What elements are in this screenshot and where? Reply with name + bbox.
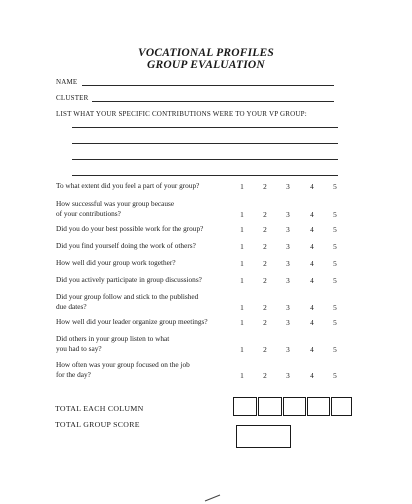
contribution-line[interactable]: [72, 159, 338, 160]
rating-option[interactable]: 3: [286, 370, 290, 380]
contributions-label: LIST WHAT YOUR SPECIFIC CONTRIBUTIONS WERE TO YOUR VP GROUP:: [56, 110, 307, 118]
rating-option[interactable]: 4: [310, 318, 314, 327]
rating-option[interactable]: 5: [333, 242, 337, 251]
question-line: How well did your leader organize group meetings?: [56, 317, 208, 326]
question-line: To what extent did you feel a part of your group?: [56, 181, 200, 190]
rating-option[interactable]: 1: [240, 209, 244, 219]
cluster-line[interactable]: [92, 101, 334, 102]
rating-option[interactable]: 5: [333, 318, 337, 327]
rating-option[interactable]: 3: [286, 209, 290, 219]
rating-option[interactable]: 4: [310, 242, 314, 251]
question-line: Did you do your best possible work for the group?: [56, 224, 204, 233]
rating-option[interactable]: 4: [310, 182, 314, 191]
rating-option[interactable]: 2: [263, 302, 267, 312]
rating-option[interactable]: 5: [333, 259, 337, 268]
rating-option[interactable]: 5: [333, 209, 337, 219]
question-line: due dates?: [56, 301, 87, 311]
rating-option[interactable]: 2: [263, 242, 267, 251]
rating-option[interactable]: 2: [263, 209, 267, 219]
question-text: [56, 224, 238, 234]
rating-option[interactable]: 2: [263, 344, 267, 354]
name-label: NAME: [56, 78, 78, 86]
question-line: you had to say?: [56, 343, 102, 353]
rating-option[interactable]: 1: [240, 276, 244, 285]
rating-option[interactable]: 5: [333, 276, 337, 285]
question-line: Did you find yourself doing the work of others?: [56, 241, 196, 250]
contribution-line[interactable]: [72, 127, 338, 128]
question-text: [56, 241, 238, 251]
rating-option[interactable]: 1: [240, 318, 244, 327]
question-text: [56, 360, 238, 379]
question-text: [56, 275, 238, 285]
rating-option[interactable]: 2: [263, 225, 267, 234]
question-line: Did you actively participate in group discussions?: [56, 275, 202, 284]
rating-option[interactable]: 5: [333, 344, 337, 354]
total-each-column-label: TOTAL EACH COLUMN: [55, 404, 144, 413]
rating-option[interactable]: 3: [286, 318, 290, 327]
name-line[interactable]: [82, 85, 334, 86]
rating-option[interactable]: 4: [310, 225, 314, 234]
rating-option[interactable]: 1: [240, 344, 244, 354]
rating-option[interactable]: 2: [263, 318, 267, 327]
rating-option[interactable]: 2: [263, 276, 267, 285]
pen-mark-icon: [204, 494, 222, 502]
rating-option[interactable]: 1: [240, 259, 244, 268]
rating-option[interactable]: 1: [240, 370, 244, 380]
question-line: How successful was your group because: [56, 199, 175, 208]
question-text: [56, 181, 238, 191]
form-title-line-1: VOCATIONAL PROFILES: [138, 47, 274, 59]
question-text: [56, 292, 238, 311]
question-text: [56, 317, 238, 327]
rating-option[interactable]: 2: [263, 259, 267, 268]
rating-option[interactable]: 3: [286, 344, 290, 354]
column-total-box[interactable]: [307, 397, 330, 416]
rating-option[interactable]: 5: [333, 302, 337, 312]
rating-option[interactable]: 5: [333, 225, 337, 234]
rating-option[interactable]: 4: [310, 370, 314, 380]
rating-option[interactable]: 3: [286, 182, 290, 191]
rating-option[interactable]: 3: [286, 242, 290, 251]
column-total-box[interactable]: [233, 397, 257, 416]
rating-option[interactable]: 1: [240, 302, 244, 312]
question-text: [56, 258, 238, 268]
question-text: [56, 334, 238, 353]
rating-option[interactable]: 4: [310, 259, 314, 268]
question-line: How well did your group work together?: [56, 258, 176, 267]
rating-option[interactable]: 2: [263, 370, 267, 380]
column-total-box[interactable]: [283, 397, 306, 416]
contribution-line[interactable]: [72, 175, 338, 176]
rating-option[interactable]: 1: [240, 225, 244, 234]
rating-option[interactable]: 1: [240, 242, 244, 251]
question-line: How often was your group focused on the job: [56, 360, 190, 369]
rating-option[interactable]: 3: [286, 225, 290, 234]
question-line: Did others in your group listen to what: [56, 334, 170, 343]
rating-option[interactable]: 5: [333, 182, 337, 191]
rating-option[interactable]: 2: [263, 182, 267, 191]
question-line: of your contributions?: [56, 208, 121, 218]
cluster-label: CLUSTER: [56, 94, 89, 102]
contribution-line[interactable]: [72, 143, 338, 144]
rating-option[interactable]: 4: [310, 209, 314, 219]
rating-option[interactable]: 3: [286, 259, 290, 268]
rating-option[interactable]: 3: [286, 302, 290, 312]
rating-option[interactable]: 4: [310, 302, 314, 312]
column-total-box[interactable]: [258, 397, 282, 416]
group-score-box[interactable]: [236, 425, 291, 448]
total-group-score-label: TOTAL GROUP SCORE: [55, 420, 140, 429]
rating-option[interactable]: 4: [310, 276, 314, 285]
rating-option[interactable]: 5: [333, 370, 337, 380]
column-total-box[interactable]: [331, 397, 352, 416]
question-line: for the day?: [56, 369, 91, 379]
question-line: Did your group follow and stick to the published: [56, 292, 199, 301]
rating-option[interactable]: 4: [310, 344, 314, 354]
rating-option[interactable]: 1: [240, 182, 244, 191]
question-text: [56, 199, 238, 218]
rating-option[interactable]: 3: [286, 276, 290, 285]
form-title-line-2: GROUP EVALUATION: [147, 59, 265, 71]
